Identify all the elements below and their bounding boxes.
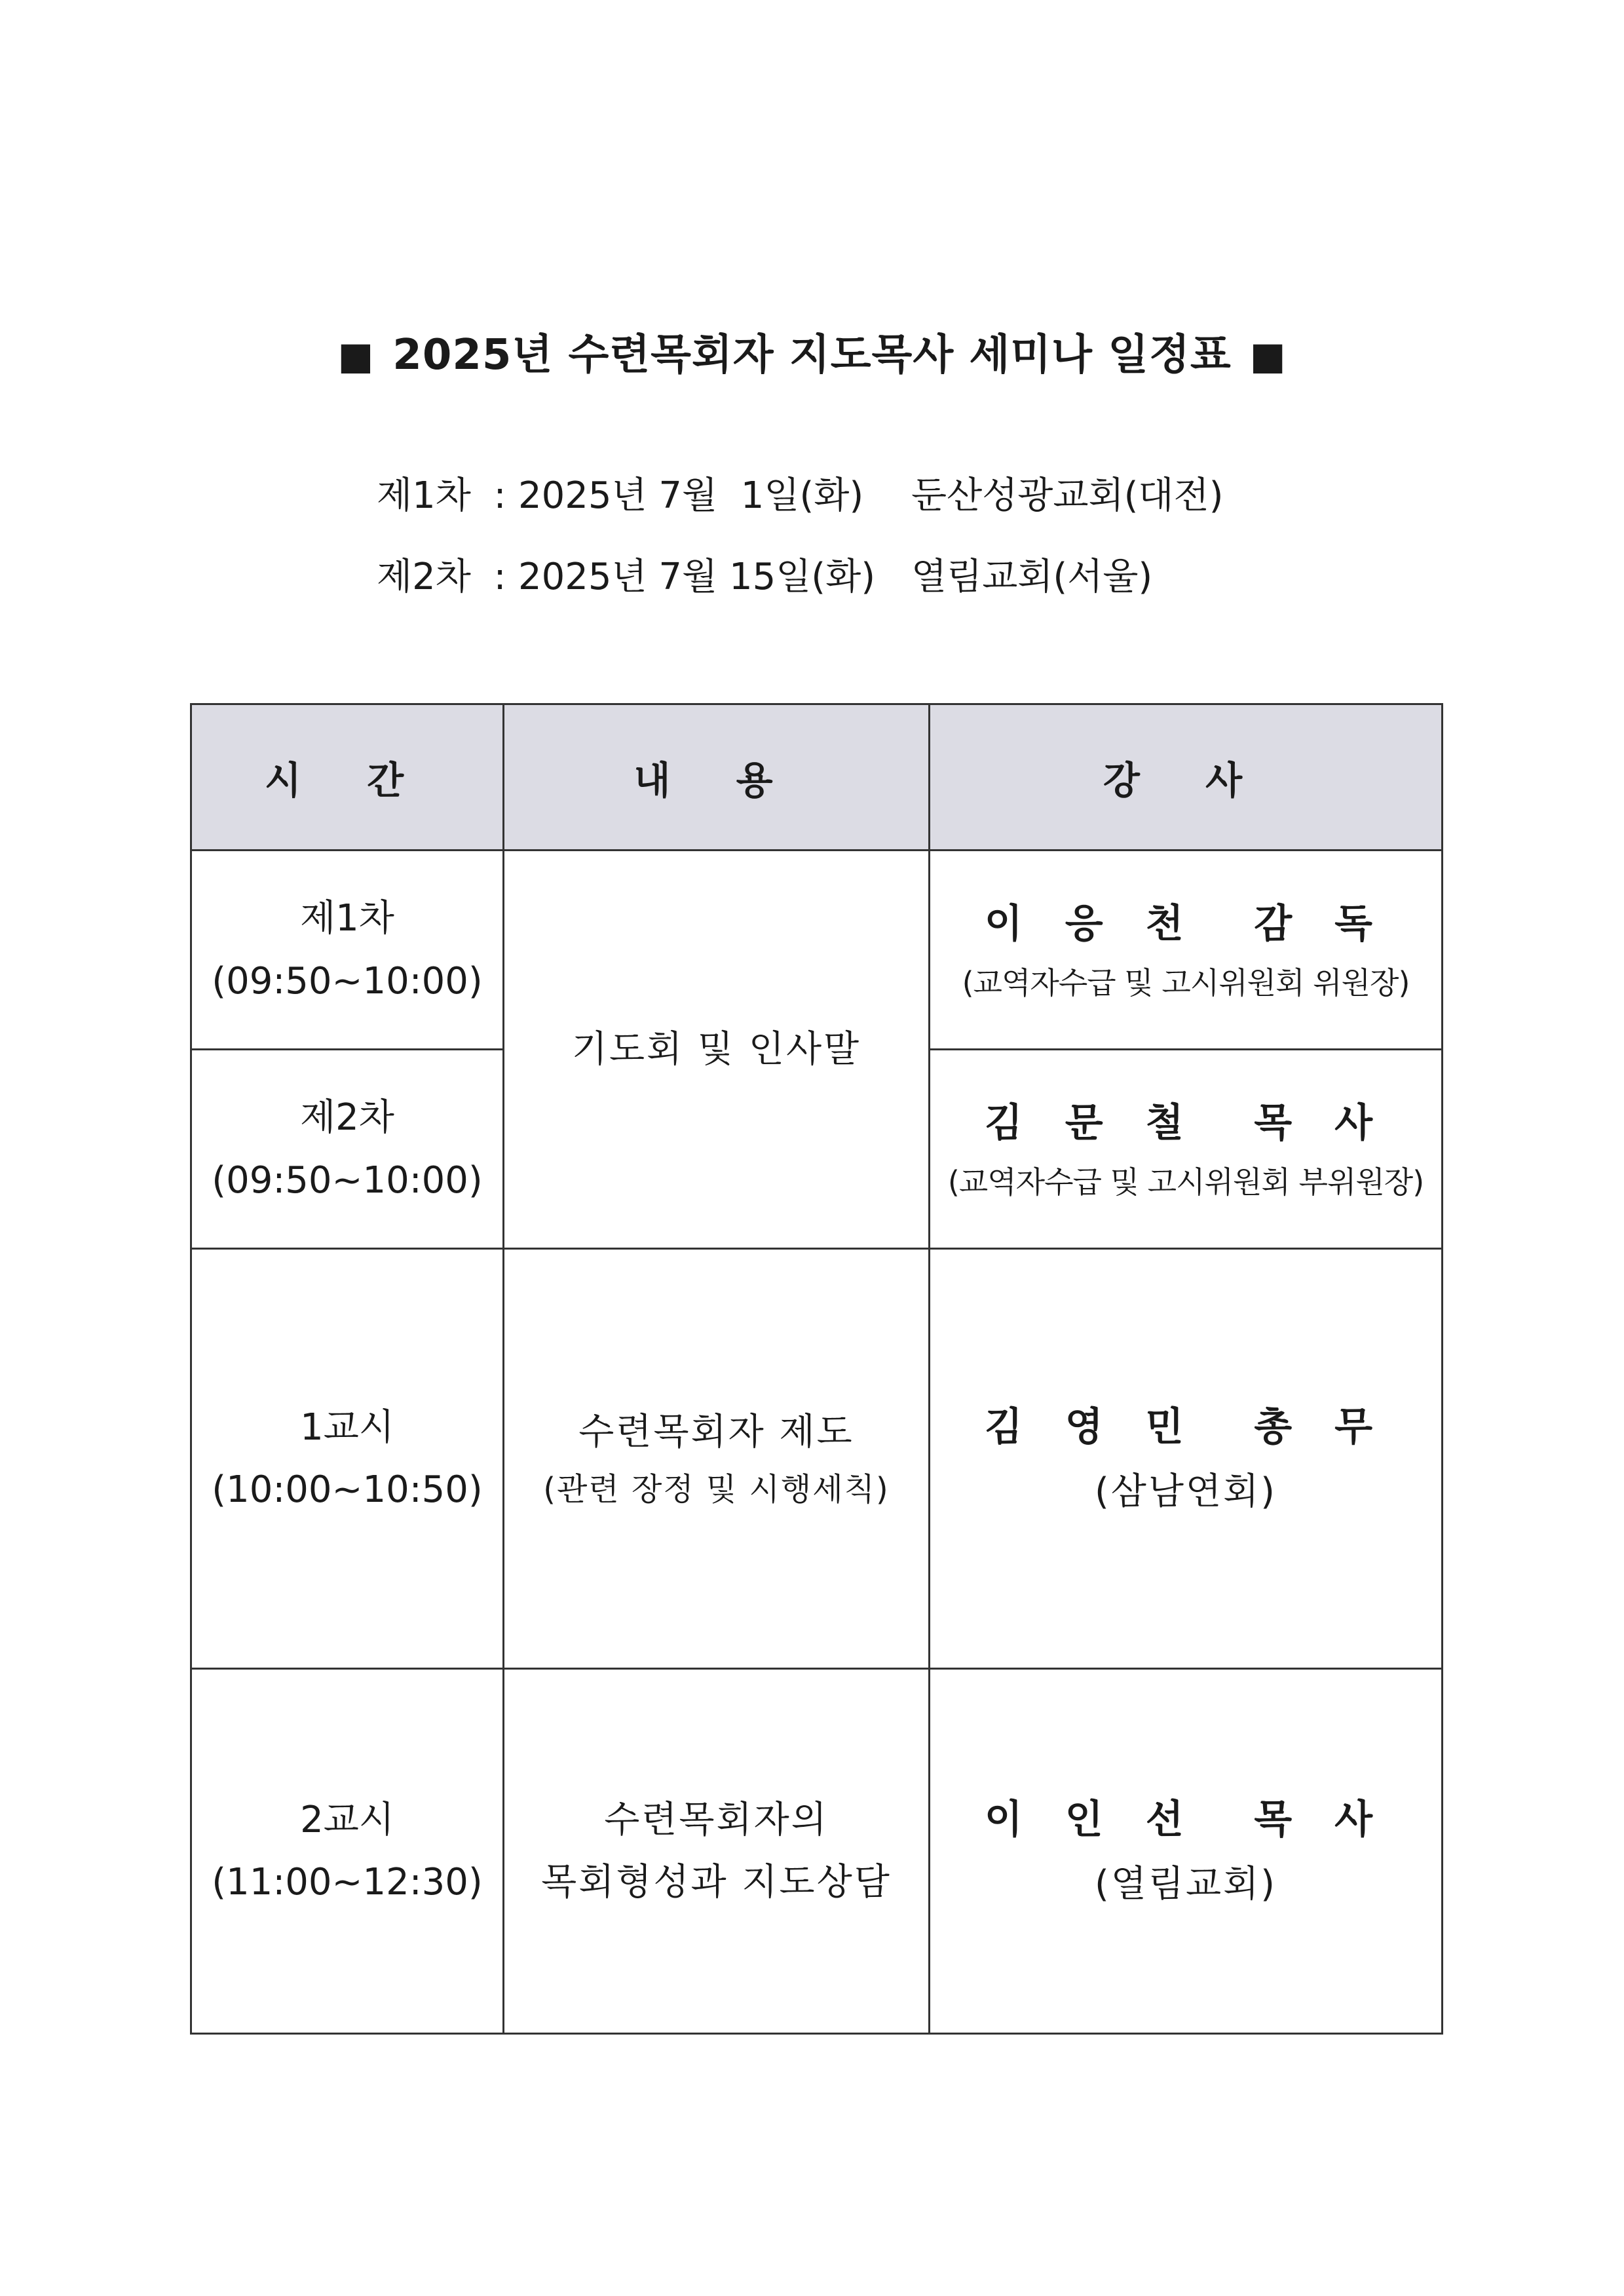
- time-range: (11:00~12:30): [212, 1861, 483, 1904]
- content-cell: [504, 1669, 930, 2034]
- time-label: 제2차: [300, 1096, 394, 1139]
- session-line-1: [377, 467, 1223, 519]
- speaker-role: (교역자수급 및 고시위원회 위원장): [962, 965, 1410, 1001]
- speaker-name: 김 문 철 목 사: [984, 1100, 1388, 1147]
- time-range: (09:50~10:00): [212, 1158, 483, 1202]
- table-row: [191, 1669, 1443, 2034]
- session-label: 제2차: [377, 556, 471, 598]
- table-row: [191, 1249, 1443, 1669]
- speaker-cell: [930, 1050, 1443, 1249]
- content-line: 수련목회자의: [604, 1798, 829, 1841]
- content-line: 수련목회자 제도: [578, 1410, 854, 1453]
- table-row: [191, 851, 1443, 1050]
- header-time: 시 간: [191, 704, 504, 851]
- session-line-2: [377, 548, 1152, 600]
- square-bullet-icon: ■: [1249, 334, 1287, 378]
- time-label: 1교시: [300, 1406, 394, 1449]
- content-line: 기도회 및 인사말: [571, 1027, 861, 1071]
- speaker-role: (열림교회): [1094, 1863, 1277, 1906]
- session-date: 2025년 7월 15일(화): [518, 556, 876, 598]
- header-speaker: 강 사: [930, 704, 1443, 851]
- time-range: (10:00~10:50): [212, 1468, 483, 1511]
- header-content: 내 용: [504, 704, 930, 851]
- session-place: 둔산성광교회(대전): [911, 474, 1224, 517]
- session-colon: :: [493, 556, 506, 598]
- content-line: 목회형성과 지도상담: [541, 1861, 892, 1904]
- session-label: 제1차: [377, 474, 471, 517]
- page-title: [0, 321, 1624, 381]
- square-bullet-icon: ■: [337, 334, 375, 378]
- speaker-cell: [930, 1249, 1443, 1669]
- speaker-role: (교역자수급 및 고시위원회 부위원장): [947, 1164, 1424, 1200]
- speaker-role: (삼남연회): [1094, 1470, 1277, 1514]
- time-cell: [191, 851, 504, 1050]
- speaker-name: 이 인 선 목 사: [984, 1797, 1388, 1843]
- title-text: 2025년 수련목회자 지도목사 세미나 일정표: [392, 331, 1232, 379]
- speaker-name: 김 영 민 총 무: [984, 1404, 1388, 1451]
- time-label: 2교시: [300, 1798, 394, 1841]
- session-place: 열림교회(서울): [911, 556, 1153, 598]
- schedule-table: [190, 703, 1443, 2035]
- content-cell: [504, 851, 930, 1249]
- session-colon: :: [493, 474, 506, 517]
- table-header-row: [191, 704, 1443, 851]
- time-label: 제1차: [300, 897, 394, 940]
- time-cell: [191, 1050, 504, 1249]
- speaker-name: 이 응 천 감 독: [984, 901, 1388, 947]
- content-cell: [504, 1249, 930, 1669]
- time-range: (09:50~10:00): [212, 959, 483, 1003]
- content-line: (관련 장정 및 시행세칙): [543, 1470, 890, 1508]
- session-date: 2025년 7월 1일(화): [518, 474, 864, 517]
- time-cell: [191, 1249, 504, 1669]
- time-cell: [191, 1669, 504, 2034]
- speaker-cell: [930, 1669, 1443, 2034]
- speaker-cell: [930, 851, 1443, 1050]
